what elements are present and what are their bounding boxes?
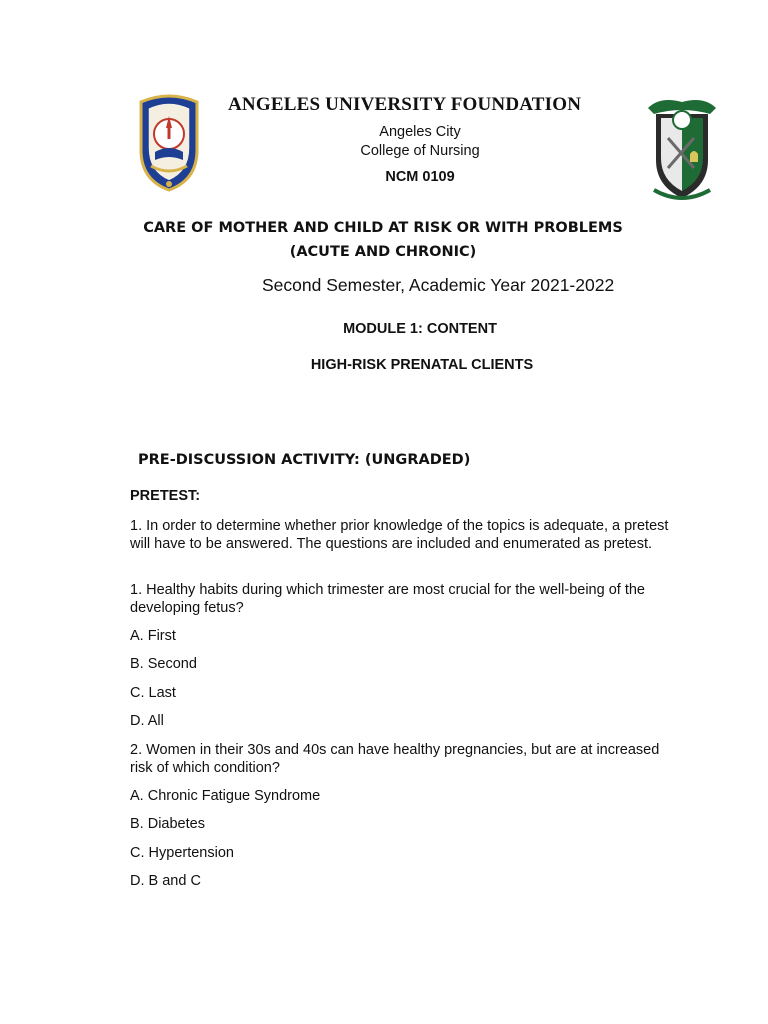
answer-option: D. All: [130, 713, 164, 729]
answer-option: A. Chronic Fatigue Syndrome: [130, 788, 321, 804]
answer-option: B. Diabetes: [130, 816, 205, 832]
module-heading: MODULE 1: CONTENT: [343, 321, 497, 337]
activity-heading: PRE-DISCUSSION ACTIVITY: (UNGRADED): [138, 452, 471, 468]
course-title: CARE OF MOTHER AND CHILD AT RISK OR WITH PROBLEMS (ACUTE AND CHRONIC): [143, 220, 623, 260]
college-line: College of Nursing: [360, 143, 480, 159]
course-code: NCM 0109: [385, 169, 455, 185]
answer-option: D. B and C: [130, 873, 201, 889]
pretest-label: PRETEST:: [130, 488, 201, 504]
topic-heading: HIGH-RISK PRENATAL CLIENTS: [310, 357, 534, 373]
pretest-instruction: 1. In order to determine whether prior knowledge of the topics is adequate, a pretest will have to be answered. The questions are included and enumerated as pretest.: [130, 518, 669, 552]
answer-option: A. First: [130, 628, 176, 644]
city-line: Angeles City: [379, 124, 461, 140]
university-name: ANGELES UNIVERSITY FOUNDATION: [228, 94, 582, 115]
question-text: 1. Healthy habits during which trimester are most crucial for the well-being of the developing fetus?: [130, 582, 645, 616]
answer-option: B. Second: [130, 656, 197, 672]
answer-option: C. Last: [130, 685, 176, 701]
semester-line: Second Semester, Academic Year 2021-2022: [262, 275, 615, 295]
answer-option: C. Hypertension: [130, 845, 234, 861]
question-text: 2. Women in their 30s and 40s can have healthy pregnancies, but are at increased risk of which condition?: [130, 742, 660, 776]
